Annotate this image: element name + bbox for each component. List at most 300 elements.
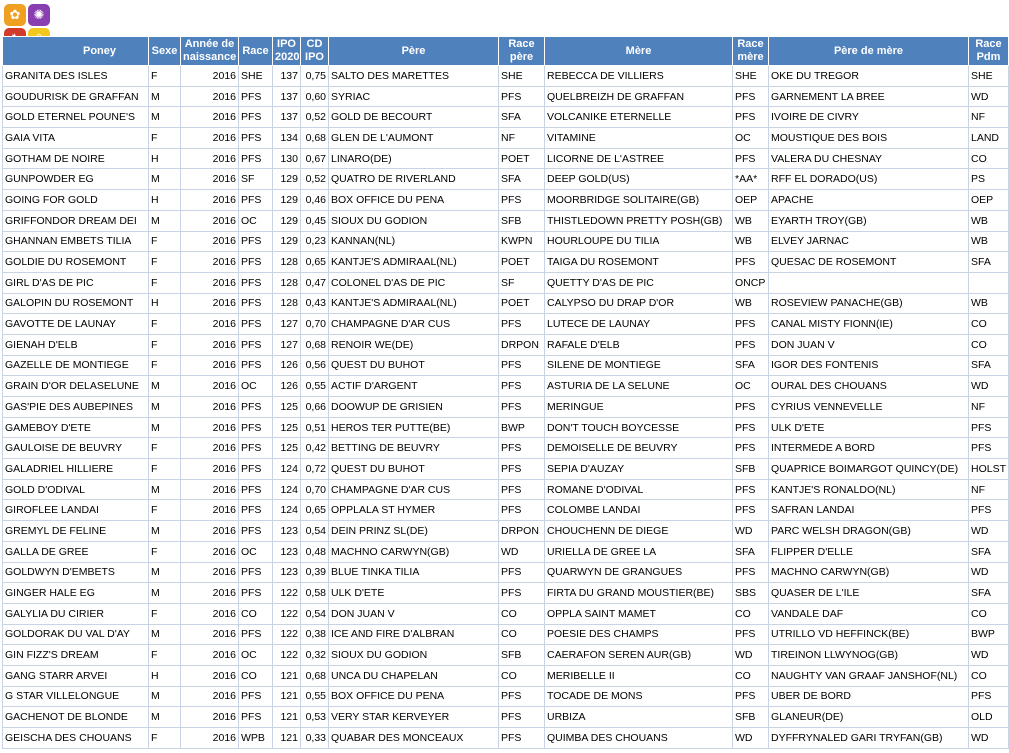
cell-race-pere: PFS (499, 500, 545, 521)
cell-sexe: F (149, 355, 181, 376)
cell-mere: OPPLA SAINT MAMET (545, 603, 733, 624)
cell-pere-de-mere: NAUGHTY VAN GRAAF JANSHOF(NL) (769, 665, 969, 686)
cell-poney: GOING FOR GOLD (3, 190, 149, 211)
cell-annee: 2016 (181, 603, 239, 624)
cell-poney: GALADRIEL HILLIERE (3, 459, 149, 480)
cell-cd-ipo: 0,65 (301, 500, 329, 521)
cell-pere-de-mere: KANTJE'S RONALDO(NL) (769, 479, 969, 500)
cell-cd-ipo: 0,70 (301, 314, 329, 335)
cell-poney: GIRL D'AS DE PIC (3, 272, 149, 293)
cell-race-mere: PFS (733, 252, 769, 273)
cell-ipo: 125 (273, 397, 301, 418)
cell-ipo: 129 (273, 190, 301, 211)
col-header-mere[interactable]: Mère (545, 37, 733, 66)
cell-cd-ipo: 0,58 (301, 583, 329, 604)
cell-pere: RENOIR WE(DE) (329, 334, 499, 355)
col-header-race-mere[interactable]: Race mère (733, 37, 769, 66)
cell-mere: RAFALE D'ELB (545, 334, 733, 355)
table-row (3, 541, 1009, 562)
cell-race: PFS (239, 293, 273, 314)
col-header-race-pere[interactable]: Race père (499, 37, 545, 66)
cell-ipo: 126 (273, 376, 301, 397)
cell-ipo: 128 (273, 252, 301, 273)
col-header-pere[interactable]: Père (329, 37, 499, 66)
col-header-race[interactable]: Race (239, 37, 273, 66)
cell-race-pdm: OEP (969, 190, 1009, 211)
table-header-row (3, 37, 1009, 66)
cell-sexe: F (149, 541, 181, 562)
cell-race-mere: OC (733, 128, 769, 149)
cell-race-mere: PFS (733, 107, 769, 128)
cell-cd-ipo: 0,38 (301, 624, 329, 645)
cell-cd-ipo: 0,54 (301, 521, 329, 542)
cell-mere: FIRTA DU GRAND MOUSTIER(BE) (545, 583, 733, 604)
cell-cd-ipo: 0,43 (301, 293, 329, 314)
cell-poney: GALOPIN DU ROSEMONT (3, 293, 149, 314)
cell-pere: SALTO DES MARETTES (329, 66, 499, 87)
cell-sexe: H (149, 190, 181, 211)
cell-race-pdm: WD (969, 86, 1009, 107)
cell-mere: MOORBRIDGE SOLITAIRE(GB) (545, 190, 733, 211)
cell-ipo: 127 (273, 314, 301, 335)
cell-sexe: F (149, 66, 181, 87)
cell-race-pdm: WB (969, 293, 1009, 314)
cell-race-pdm: PFS (969, 417, 1009, 438)
table-row (3, 500, 1009, 521)
cell-race-mere: WB (733, 210, 769, 231)
cell-ipo: 137 (273, 86, 301, 107)
cell-race-pdm: PS (969, 169, 1009, 190)
cell-ipo: 137 (273, 107, 301, 128)
cell-sexe: F (149, 252, 181, 273)
cell-poney: GOLD D'ODIVAL (3, 479, 149, 500)
cell-cd-ipo: 0,75 (301, 66, 329, 87)
table-row (3, 252, 1009, 273)
cell-poney: GALYLIA DU CIRIER (3, 603, 149, 624)
cell-race-pdm: PFS (969, 500, 1009, 521)
cell-cd-ipo: 0,39 (301, 562, 329, 583)
cell-annee: 2016 (181, 707, 239, 728)
cell-poney: GRIFFONDOR DREAM DEI (3, 210, 149, 231)
cell-annee: 2016 (181, 665, 239, 686)
cell-ipo: 134 (273, 128, 301, 149)
cell-race-pere: DRPON (499, 521, 545, 542)
cell-pere-de-mere: MOUSTIQUE DES BOIS (769, 128, 969, 149)
table-row (3, 665, 1009, 686)
cell-ipo: 130 (273, 148, 301, 169)
cell-race: PFS (239, 107, 273, 128)
cell-poney: GOTHAM DE NOIRE (3, 148, 149, 169)
cell-cd-ipo: 0,68 (301, 334, 329, 355)
cell-annee: 2016 (181, 66, 239, 87)
cell-race-pere: PFS (499, 686, 545, 707)
cell-race-mere: WD (733, 728, 769, 749)
cell-race: PFS (239, 583, 273, 604)
cell-race-mere: PFS (733, 397, 769, 418)
cell-pere: DEIN PRINZ SL(DE) (329, 521, 499, 542)
cell-race-mere: ONCP (733, 272, 769, 293)
cell-poney: GOLD ETERNEL POUNE'S (3, 107, 149, 128)
logo-tile-star: ✺ (28, 4, 50, 26)
cell-race-mere: WD (733, 645, 769, 666)
cell-race: PFS (239, 417, 273, 438)
cell-pere-de-mere: OURAL DES CHOUANS (769, 376, 969, 397)
cell-sexe: M (149, 210, 181, 231)
cell-race-pere: SHE (499, 66, 545, 87)
col-header-poney[interactable]: Poney (3, 37, 149, 66)
cell-race-pere: CO (499, 665, 545, 686)
cell-pere: SIOUX DU GODION (329, 210, 499, 231)
table-row (3, 397, 1009, 418)
cell-cd-ipo: 0,42 (301, 438, 329, 459)
cell-pere: BOX OFFICE DU PENA (329, 190, 499, 211)
cell-pere: HEROS TER PUTTE(BE) (329, 417, 499, 438)
cell-ipo: 124 (273, 500, 301, 521)
cell-race-mere: SHE (733, 66, 769, 87)
cell-poney: GAVOTTE DE LAUNAY (3, 314, 149, 335)
cell-cd-ipo: 0,48 (301, 541, 329, 562)
cell-race: PFS (239, 521, 273, 542)
cell-race-pere: SF (499, 272, 545, 293)
cell-race-pere: NF (499, 128, 545, 149)
cell-pere-de-mere: OKE DU TREGOR (769, 66, 969, 87)
cell-sexe: H (149, 148, 181, 169)
cell-pere-de-mere: MACHNO CARWYN(GB) (769, 562, 969, 583)
cell-ipo: 128 (273, 293, 301, 314)
cell-mere: CALYPSO DU DRAP D'OR (545, 293, 733, 314)
cell-annee: 2016 (181, 479, 239, 500)
cell-pere: GLEN DE L'AUMONT (329, 128, 499, 149)
cell-race-pere: SFA (499, 169, 545, 190)
table-row (3, 210, 1009, 231)
cell-sexe: F (149, 334, 181, 355)
cell-race-pere: PFS (499, 190, 545, 211)
cell-mere: TOCADE DE MONS (545, 686, 733, 707)
cell-race: CO (239, 665, 273, 686)
cell-cd-ipo: 0,33 (301, 728, 329, 749)
col-header-annee[interactable]: Année de naissance (181, 37, 239, 66)
cell-mere: ROMANE D'ODIVAL (545, 479, 733, 500)
cell-race-pdm: WB (969, 231, 1009, 252)
cell-sexe: M (149, 479, 181, 500)
cell-pere: ULK D'ETE (329, 583, 499, 604)
cell-mere: SEPIA D'AUZAY (545, 459, 733, 480)
table-row (3, 521, 1009, 542)
table-row (3, 376, 1009, 397)
cell-race: CO (239, 603, 273, 624)
cell-race-mere: WD (733, 521, 769, 542)
cell-race-mere: CO (733, 603, 769, 624)
cell-sexe: H (149, 665, 181, 686)
cell-pere-de-mere: IVOIRE DE CIVRY (769, 107, 969, 128)
cell-pere-de-mere: DYFFRYNALED GARI TRYFAN(GB) (769, 728, 969, 749)
cell-annee: 2016 (181, 376, 239, 397)
cell-race-mere: SFA (733, 541, 769, 562)
cell-annee: 2016 (181, 500, 239, 521)
cell-mere: LICORNE DE L'ASTREE (545, 148, 733, 169)
cell-race-pdm: WD (969, 562, 1009, 583)
cell-pere: ACTIF D'ARGENT (329, 376, 499, 397)
cell-race: PFS (239, 438, 273, 459)
cell-race-mere: WB (733, 231, 769, 252)
cell-race-pere: KWPN (499, 231, 545, 252)
cell-pere: QUABAR DES MONCEAUX (329, 728, 499, 749)
cell-race-mere: OC (733, 376, 769, 397)
cell-race-pdm: WD (969, 376, 1009, 397)
cell-sexe: F (149, 231, 181, 252)
cell-race-pdm: WD (969, 728, 1009, 749)
cell-race-pere: CO (499, 624, 545, 645)
col-header-sexe[interactable]: Sexe (149, 37, 181, 66)
cell-race-mere: OEP (733, 190, 769, 211)
cell-mere: VITAMINE (545, 128, 733, 149)
cell-race-pere: PFS (499, 314, 545, 335)
cell-race-pere: WD (499, 541, 545, 562)
cell-race-pdm: BWP (969, 624, 1009, 645)
cell-race-pdm: CO (969, 314, 1009, 335)
cell-pere: KANNAN(NL) (329, 231, 499, 252)
cell-pere-de-mere: GARNEMENT LA BREE (769, 86, 969, 107)
table-row (3, 438, 1009, 459)
cell-ipo: 126 (273, 355, 301, 376)
cell-sexe: F (149, 128, 181, 149)
cell-race-pere: CO (499, 603, 545, 624)
cell-sexe: H (149, 293, 181, 314)
cell-mere: QUARWYN DE GRANGUES (545, 562, 733, 583)
cell-annee: 2016 (181, 107, 239, 128)
cell-pere-de-mere: TIREINON LLWYNOG(GB) (769, 645, 969, 666)
cell-poney: GACHENOT DE BLONDE (3, 707, 149, 728)
cell-annee: 2016 (181, 86, 239, 107)
cell-pere: MACHNO CARWYN(GB) (329, 541, 499, 562)
col-header-ipo[interactable]: IPO 2020 (273, 37, 301, 66)
cell-annee: 2016 (181, 293, 239, 314)
cell-ipo: 125 (273, 438, 301, 459)
cell-race-pdm: NF (969, 397, 1009, 418)
cell-race-pdm: SFA (969, 355, 1009, 376)
cell-race-pdm: WB (969, 210, 1009, 231)
cell-cd-ipo: 0,46 (301, 190, 329, 211)
table-row (3, 479, 1009, 500)
ipo-ranking-table (2, 36, 1009, 749)
cell-race-mere: PFS (733, 334, 769, 355)
table-row (3, 128, 1009, 149)
cell-pere-de-mere: CANAL MISTY FIONN(IE) (769, 314, 969, 335)
cell-sexe: M (149, 562, 181, 583)
cell-race: OC (239, 541, 273, 562)
cell-poney: GEISCHA DES CHOUANS (3, 728, 149, 749)
cell-mere: DEMOISELLE DE BEUVRY (545, 438, 733, 459)
cell-pere-de-mere: SAFRAN LANDAI (769, 500, 969, 521)
cell-mere: TAIGA DU ROSEMONT (545, 252, 733, 273)
table-row (3, 314, 1009, 335)
cell-race: SHE (239, 66, 273, 87)
cell-cd-ipo: 0,56 (301, 355, 329, 376)
cell-race-mere: SBS (733, 583, 769, 604)
cell-cd-ipo: 0,45 (301, 210, 329, 231)
table-row (3, 707, 1009, 728)
table-row (3, 603, 1009, 624)
cell-mere: DEEP GOLD(US) (545, 169, 733, 190)
cell-poney: GIENAH D'ELB (3, 334, 149, 355)
cell-race-pere: PFS (499, 728, 545, 749)
cell-race-mere: PFS (733, 500, 769, 521)
cell-cd-ipo: 0,60 (301, 86, 329, 107)
table-row (3, 355, 1009, 376)
cell-cd-ipo: 0,65 (301, 252, 329, 273)
table-row (3, 686, 1009, 707)
cell-race: WPB (239, 728, 273, 749)
cell-poney: GHANNAN EMBETS TILIA (3, 231, 149, 252)
cell-race-pere: DRPON (499, 334, 545, 355)
cell-ipo: 125 (273, 417, 301, 438)
cell-race: PFS (239, 459, 273, 480)
cell-cd-ipo: 0,23 (301, 231, 329, 252)
cell-mere: VOLCANIKE ETERNELLE (545, 107, 733, 128)
cell-pere-de-mere: RFF EL DORADO(US) (769, 169, 969, 190)
cell-pere: SYRIAC (329, 86, 499, 107)
cell-pere-de-mere: IGOR DES FONTENIS (769, 355, 969, 376)
cell-race-pdm: SFA (969, 252, 1009, 273)
cell-ipo: 123 (273, 541, 301, 562)
cell-annee: 2016 (181, 128, 239, 149)
cell-race-mere: PFS (733, 438, 769, 459)
cell-poney: GRANITA DES ISLES (3, 66, 149, 87)
cell-race: PFS (239, 314, 273, 335)
cell-sexe: M (149, 624, 181, 645)
cell-pere: CHAMPAGNE D'AR CUS (329, 479, 499, 500)
cell-race-pere: PFS (499, 376, 545, 397)
cell-poney: GRAIN D'OR DELASELUNE (3, 376, 149, 397)
cell-race-mere: *AA* (733, 169, 769, 190)
cell-annee: 2016 (181, 314, 239, 335)
cell-race-pere: PFS (499, 397, 545, 418)
cell-race-mere: SFA (733, 355, 769, 376)
cell-pere-de-mere: EYARTH TROY(GB) (769, 210, 969, 231)
cell-race-pere: PFS (499, 355, 545, 376)
table-row (3, 86, 1009, 107)
cell-pere: VERY STAR KERVEYER (329, 707, 499, 728)
cell-race: OC (239, 376, 273, 397)
cell-mere: MERINGUE (545, 397, 733, 418)
cell-race: PFS (239, 686, 273, 707)
cell-pere-de-mere: PARC WELSH DRAGON(GB) (769, 521, 969, 542)
cell-ipo: 122 (273, 624, 301, 645)
cell-sexe: M (149, 169, 181, 190)
col-header-cd-ipo[interactable]: CD IPO (301, 37, 329, 66)
cell-race: PFS (239, 272, 273, 293)
cell-race-pdm: CO (969, 148, 1009, 169)
cell-pere-de-mere: APACHE (769, 190, 969, 211)
cell-sexe: F (149, 459, 181, 480)
table-row (3, 148, 1009, 169)
cell-ipo: 137 (273, 66, 301, 87)
cell-cd-ipo: 0,52 (301, 107, 329, 128)
cell-ipo: 122 (273, 583, 301, 604)
cell-pere: QUEST DU BUHOT (329, 355, 499, 376)
cell-cd-ipo: 0,68 (301, 128, 329, 149)
cell-pere-de-mere: INTERMEDE A BORD (769, 438, 969, 459)
cell-pere: COLONEL D'AS DE PIC (329, 272, 499, 293)
cell-race-mere: PFS (733, 624, 769, 645)
cell-poney: GALLA DE GREE (3, 541, 149, 562)
cell-annee: 2016 (181, 148, 239, 169)
cell-annee: 2016 (181, 397, 239, 418)
cell-pere-de-mere: ULK D'ETE (769, 417, 969, 438)
cell-sexe: M (149, 376, 181, 397)
cell-annee: 2016 (181, 417, 239, 438)
cell-pere-de-mere: GLANEUR(DE) (769, 707, 969, 728)
cell-race-pere: PFS (499, 438, 545, 459)
table-row (3, 107, 1009, 128)
cell-race-pere: PFS (499, 86, 545, 107)
cell-pere: BLUE TINKA TILIA (329, 562, 499, 583)
cell-pere: BETTING DE BEUVRY (329, 438, 499, 459)
cell-race: PFS (239, 86, 273, 107)
cell-race-mere: PFS (733, 314, 769, 335)
cell-race-pere: PFS (499, 459, 545, 480)
cell-race: SF (239, 169, 273, 190)
cell-race: PFS (239, 707, 273, 728)
cell-pere-de-mere: DON JUAN V (769, 334, 969, 355)
cell-race: PFS (239, 355, 273, 376)
cell-race-mere: PFS (733, 686, 769, 707)
cell-cd-ipo: 0,55 (301, 686, 329, 707)
cell-poney: GIN FIZZ'S DREAM (3, 645, 149, 666)
cell-race-pere: POET (499, 252, 545, 273)
cell-race-pdm: CO (969, 603, 1009, 624)
cell-cd-ipo: 0,47 (301, 272, 329, 293)
cell-race-mere: PFS (733, 417, 769, 438)
cell-annee: 2016 (181, 583, 239, 604)
cell-mere: DON'T TOUCH BOYCESSE (545, 417, 733, 438)
cell-poney: GANG STARR ARVEI (3, 665, 149, 686)
cell-poney: GIROFLEE LANDAI (3, 500, 149, 521)
cell-ipo: 124 (273, 459, 301, 480)
cell-pere: LINARO(DE) (329, 148, 499, 169)
cell-annee: 2016 (181, 231, 239, 252)
cell-race: PFS (239, 231, 273, 252)
logo-tile-flower: ✿ (4, 4, 26, 26)
cell-annee: 2016 (181, 210, 239, 231)
cell-race-pere: BWP (499, 417, 545, 438)
cell-poney: GUNPOWDER EG (3, 169, 149, 190)
cell-mere: POESIE DES CHAMPS (545, 624, 733, 645)
cell-annee: 2016 (181, 459, 239, 480)
cell-ipo: 121 (273, 728, 301, 749)
cell-sexe: M (149, 521, 181, 542)
cell-pere-de-mere: QUAPRICE BOIMARGOT QUINCY(DE) (769, 459, 969, 480)
cell-pere: QUEST DU BUHOT (329, 459, 499, 480)
cell-poney: GOLDIE DU ROSEMONT (3, 252, 149, 273)
cell-race-pere: SFA (499, 107, 545, 128)
cell-poney: GOLDWYN D'EMBETS (3, 562, 149, 583)
cell-cd-ipo: 0,32 (301, 645, 329, 666)
cell-pere: KANTJE'S ADMIRAAL(NL) (329, 252, 499, 273)
cell-race: OC (239, 210, 273, 231)
col-header-race-pdm[interactable]: Race Pdm (969, 37, 1009, 66)
cell-ipo: 129 (273, 169, 301, 190)
cell-race-pdm: CO (969, 665, 1009, 686)
col-header-pere-de-mere[interactable]: Père de mère (769, 37, 969, 66)
cell-pere: DON JUAN V (329, 603, 499, 624)
table-row (3, 583, 1009, 604)
cell-race-pere: PFS (499, 583, 545, 604)
cell-sexe: M (149, 583, 181, 604)
cell-pere: DOOWUP DE GRISIEN (329, 397, 499, 418)
cell-poney: GINGER HALE EG (3, 583, 149, 604)
cell-mere: THISTLEDOWN PRETTY POSH(GB) (545, 210, 733, 231)
